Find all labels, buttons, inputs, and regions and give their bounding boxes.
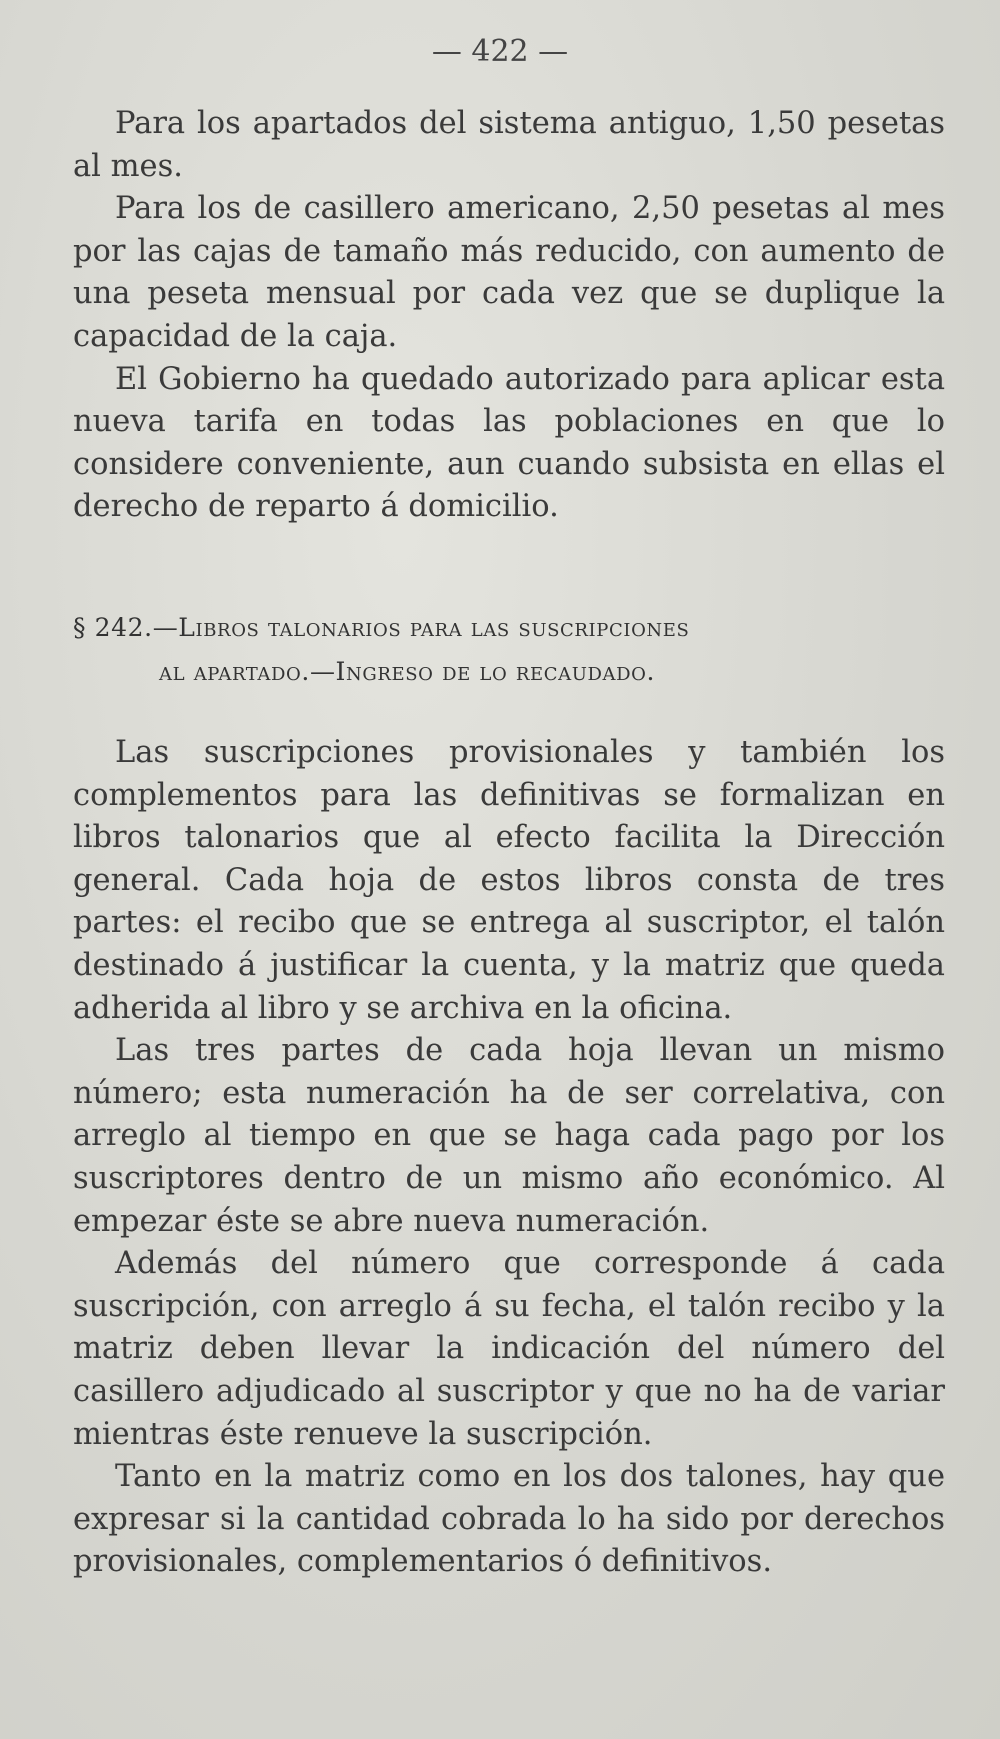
paragraph: Para los apartados del sistema antiguo, 1,50 pesetas al mes. bbox=[73, 106, 945, 184]
paragraph: Tanto en la matriz como en los dos talones, hay que expresar si la cantidad cobrada lo ha sido por derechos provisionales, complementarios ó definitivos. bbox=[73, 1459, 945, 1580]
top-text-block bbox=[73, 103, 945, 529]
paragraph: Las tres partes de cada hoja llevan un mismo número; esta numeración ha de ser correlativa, con arreglo al tiempo en que se haga cada pago por los suscriptores dentro de un mismo año económico. Al empezar éste se abre nueva numeración. bbox=[73, 1033, 945, 1239]
paragraph: Además del número que corresponde á cada suscripción, con arreglo á su fecha, el talón recibo y la matriz deben llevar la indicación del número del casillero adjudicado al suscriptor y que no ha de variar mientras éste renueve la suscripción. bbox=[73, 1246, 945, 1452]
page-number: — 422 — bbox=[431, 34, 569, 69]
section-heading bbox=[73, 606, 945, 694]
paragraph: Las suscripciones provisionales y también los complementos para las definitivas se formalizan en libros talonarios que al efecto facilita la Dirección general. Cada hoja de estos libros consta de tres partes: el recibo que se entrega al suscriptor, el talón destinado á justificar la cuenta, y la matriz que queda adherida al libro y se archiva en la oficina. bbox=[73, 735, 945, 1026]
section-heading-line-2: al apartado.—Ingreso de lo recaudado. bbox=[159, 657, 656, 686]
section-heading-line-1: § 242.—Libros talonarios para las suscripciones bbox=[73, 613, 690, 642]
paragraph: El Gobierno ha quedado autorizado para aplicar esta nueva tarifa en todas las poblaciones en que lo considere conveniente, aun cuando subsista en ellas el derecho de reparto á domicilio. bbox=[73, 361, 945, 525]
paragraph: Para los de casillero americano, 2,50 pesetas al mes por las cajas de tamaño más reducido, con aumento de una peseta mensual por cada vez que se duplique la capacidad de la caja. bbox=[73, 191, 945, 354]
bottom-text-block bbox=[73, 732, 945, 1584]
